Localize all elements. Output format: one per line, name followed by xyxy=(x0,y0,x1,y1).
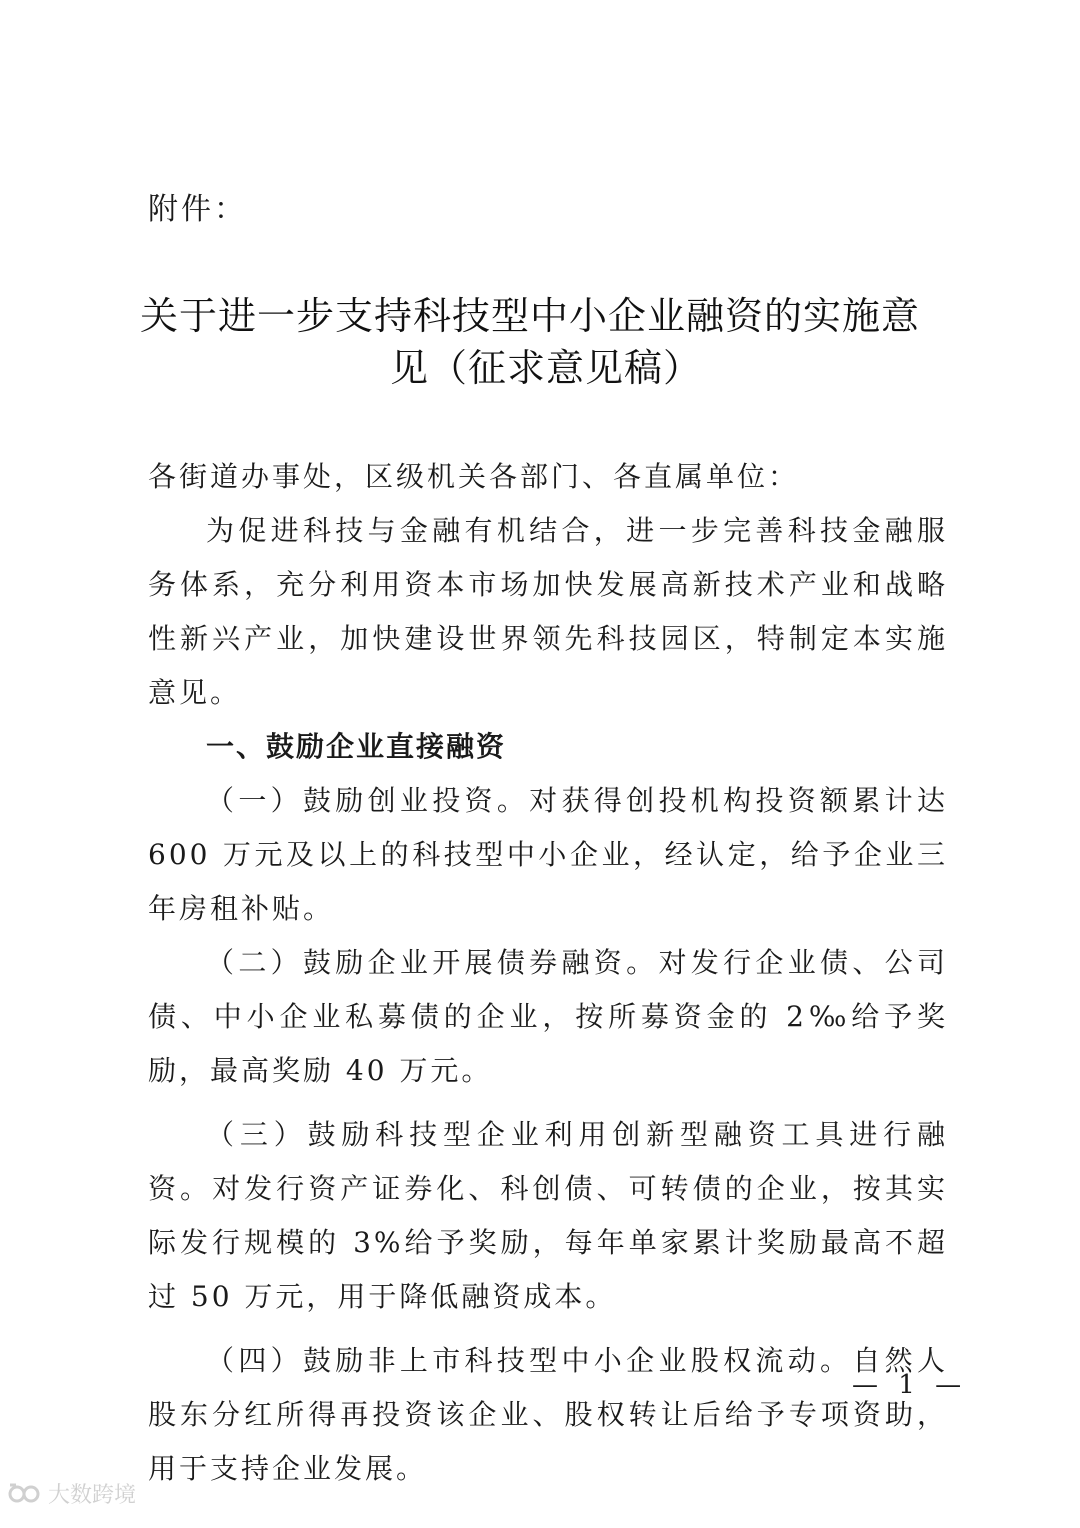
salutation: 各街道办事处，区级机关各部门、各直属单位： xyxy=(148,460,800,493)
document-title xyxy=(140,290,950,394)
clause-paragraph: （三）鼓励科技型企业利用创新型融资工具进行融资。对发行资产证券化、科创债、可转债的企业，按其实际发行规模的 3%给予奖励，每年单家累计奖励最高不超过 50 万元，用于降低融资成本。 xyxy=(148,1118,948,1313)
watermark-logo-icon xyxy=(8,1481,42,1507)
watermark-text: 大数跨境 xyxy=(48,1483,137,1508)
page-number: — 1 — xyxy=(852,1370,968,1400)
intro-paragraph: 为促进科技与金融有机结合，进一步完善科技金融服务体系，充分利用资本市场加快发展高新技术产业和战略性新兴产业，加快建设世界领先科技园区，特制定本实施意见。 xyxy=(148,514,948,709)
section-heading: 一、鼓励企业直接融资 xyxy=(206,730,507,763)
clause-paragraph: （一）鼓励创业投资。对获得创投机构投资额累计达 600 万元及以上的科技型中小企业，经认定，给予企业三年房租补贴。 xyxy=(148,784,948,925)
clause-paragraph: （二）鼓励企业开展债券融资。对发行企业债、公司债、中小企业私募债的企业，按所募资金的 2‰给予奖励，最高奖励 40 万元。 xyxy=(148,946,948,1087)
attachment-label: 附件： xyxy=(148,192,247,227)
title-line-1: 关于进一步支持科技型中小企业融资的实施意 xyxy=(140,294,921,338)
document-body xyxy=(148,450,948,1496)
watermark xyxy=(8,1478,136,1509)
clause-paragraph: （四）鼓励非上市科技型中小企业股权流动。自然人股东分红所得再投资该企业、股权转让后给予专项资助，用于支持企业发展。 xyxy=(148,1344,948,1485)
title-line-2: 见（征求意见稿） xyxy=(390,346,703,390)
